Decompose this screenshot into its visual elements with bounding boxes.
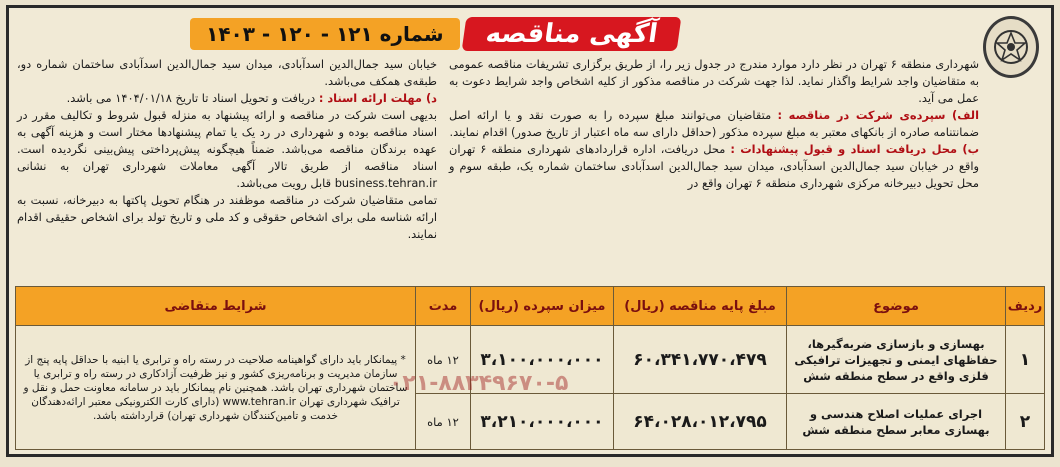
table-header-row — [16, 287, 1045, 326]
tender-notice — [6, 5, 1054, 457]
section-a — [449, 107, 979, 141]
row-deposit: ۳،۱۰۰،۰۰۰،۰۰۰ — [471, 326, 614, 394]
header-subject: موضوع — [787, 287, 1006, 326]
section-a-title: الف) سپرده‌ی شرکت در مناقصه : — [777, 108, 979, 122]
right-column — [449, 56, 979, 192]
notice-header — [159, 14, 679, 54]
row-subject: اجرای عملیات اصلاح هندسی و بهسازی معابر سطح منطقه شش — [787, 394, 1006, 450]
section-d — [17, 90, 437, 107]
left-column — [17, 56, 437, 243]
row-number: ۱ — [1006, 326, 1045, 394]
row-base-amount: ۶۰،۳۴۱،۷۷۰،۴۷۹ — [614, 326, 787, 394]
notice-title: آگهی مناقصه — [461, 17, 681, 51]
header-deposit: میزان سپرده (ریال) — [471, 287, 614, 326]
row-duration: ۱۲ ماه — [416, 394, 471, 450]
row-number: ۲ — [1006, 394, 1045, 450]
section-f: تمامی متقاضیان شرکت در مناقصه موظفند در هنگام تحویل پاکتها به دبیرخانه، نسبت به ارائه شناسه ملی برای اشخاص حقوقی و کد ملی و تاریخ تولد برای اشخاص حقیقی اقدام نمایند. — [17, 193, 437, 241]
section-a-text: متقاضیان می‌توانند مبلغ سپرده را به صورت نقد و یا ارائه اصل ضمانتنامه صادره از بانکهای معتبر به مبلغ سپرده مذکور (حداقل دارای سه ماه اعتبار از تاریخ صدور) اقدام نمایند. — [449, 108, 979, 139]
row-subject: بهسازی و بازسازی ضربه‌گیرها، حفاظهای ایمنی و تجهیزات ترافیکی فلزی واقع در سطح منطقه شش — [787, 326, 1006, 394]
row-deposit: ۳،۲۱۰،۰۰۰،۰۰۰ — [471, 394, 614, 450]
header-row: ردیف — [1006, 287, 1045, 326]
tender-table — [15, 286, 1045, 450]
notice-body — [17, 56, 979, 281]
section-e: بدیهی است شرکت در مناقصه و ارائه پیشنهاد به منزله قبول شروط و تکالیف مقرر در اسناد مناقصه بوده و شهرداری در رد یک یا تمام پیشنهادها مختار است و هزینه آگهی به عهده برندگان مناقصه می‌باشد. ضمناً هیچگونه پیش‌پرداختی پیش‌بینی نگردیده است. اسناد مناقصه از طریق تالار آگهی معاملات شهرداری تهران به نشانی business.tehran.ir قابل رویت می‌باشد. — [17, 108, 437, 190]
header-base: مبلغ پایه مناقصه (ریال) — [614, 287, 787, 326]
header-duration: مدت — [416, 287, 471, 326]
row-base-amount: ۶۴،۰۲۸،۰۱۲،۷۹۵ — [614, 394, 787, 450]
section-d-text: دریافت و تحویل اسناد تا تاریخ ۱۴۰۴/۰۱/۱۸ می باشد. — [66, 91, 316, 105]
section-b-text: محل دریافت، اداره قراردادهای شهرداری منطقه ۶ تهران واقع در خیابان سید جمال‌الدین اسدآبادی، میدان سید جمال‌الدین اسدآبادی ساختمان شماره یک، طبقه سوم و محل تحویل دبیرخانه مرکزی شهرداری منطقه ۶ تهران واقع در — [449, 142, 979, 190]
section-b-continued: خیابان سید جمال‌الدین اسدآبادی، میدان سید جمال‌الدین اسدآبادی ساختمان شماره دو، طبقه‌ی همکف می‌باشد. — [17, 57, 437, 88]
section-b — [449, 141, 979, 192]
header-conditions: شرایط متقاضی — [16, 287, 416, 326]
notice-number: شماره ۱۲۱ - ۱۲۰ - ۱۴۰۳ — [190, 18, 459, 50]
emblem-icon — [991, 25, 1031, 69]
section-d-title: د) مهلت ارائه اسناد : — [318, 91, 437, 105]
applicant-conditions: * پیمانکار باید دارای گواهینامه صلاحیت در رسته راه و ترابری یا ابنیه با حداقل پایه پنج از سازمان مدیریت و برنامه‌ریزی کشور و نیز ظرفیت آزادکاری در رسته راه و ترابری یا ساختمان شهرداری تهران باشد. همچنین نام پیمانکار باید در سامانه معاونت حمل و نقل و ترافیک شهرداری تهران www.tehran.ir (دارای کارت الکترونیکی معتبر ارائه‌دهندگان خدمت و تامین‌کنندگان شهرداری تهران) قرارداشته باشد. — [16, 326, 416, 450]
intro-paragraph: شهرداری منطقه ۶ تهران در نظر دارد موارد مندرج در جدول زیر را، از طریق برگزاری تشریفات مناقصه عمومی به متقاضیان واجد شرایط واگذار نماید. لذا جهت شرکت در مناقصه مذکور از کلیه اشخاص واجد شرایط دعوت به عمل می آید. — [449, 57, 979, 105]
section-b-title: ب) محل دریافت اسناد و قبول پیشنهادات : — [730, 142, 980, 156]
row-duration: ۱۲ ماه — [416, 326, 471, 394]
municipality-logo — [983, 16, 1039, 78]
phone-watermark: ۰۲۱-۸۸۳۴۹۶۷۰-۵ — [389, 371, 569, 396]
